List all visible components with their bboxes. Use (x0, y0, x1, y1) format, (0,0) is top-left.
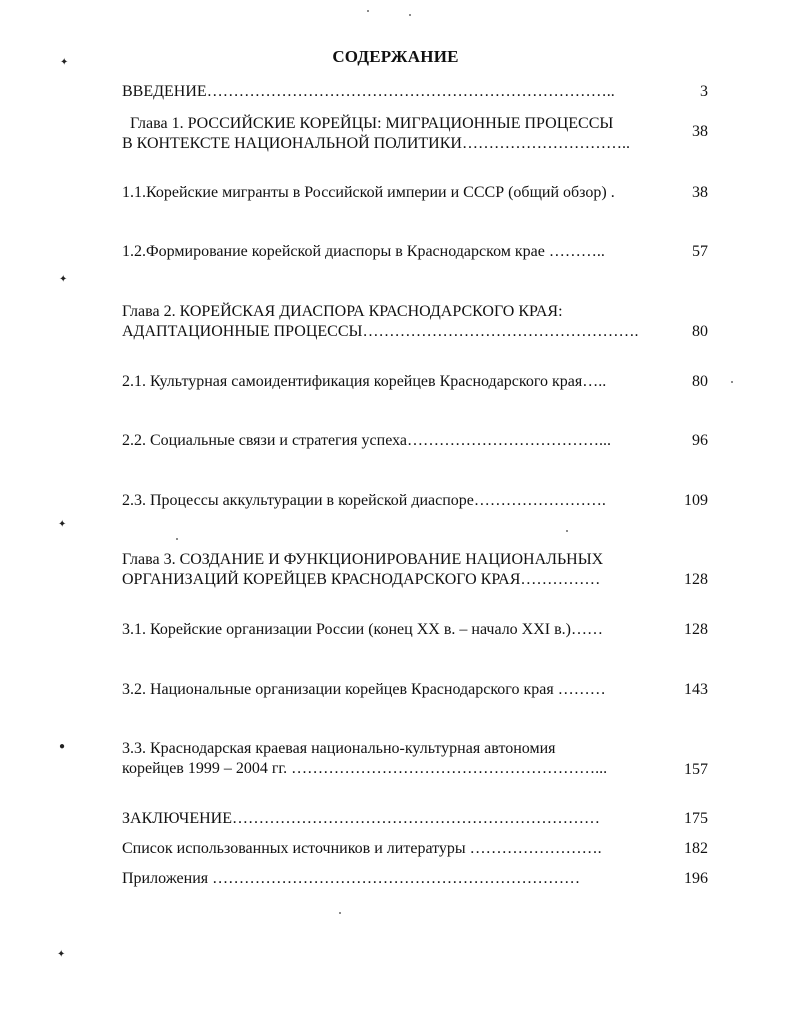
toc-entry-text: 3.2. Национальные организации корейцев Краснодарского края ……… (122, 681, 606, 698)
scan-dot (566, 530, 568, 532)
scan-mark: ✦ (59, 274, 68, 285)
toc-entry-text: ВВЕДЕНИЕ………………………………………………………………….. (122, 83, 615, 100)
scan-dot (409, 14, 411, 16)
toc-entry (122, 491, 606, 511)
page-title: СОДЕРЖАНИЕ (332, 47, 459, 66)
toc-entry (122, 620, 603, 640)
toc-entry (122, 809, 600, 829)
toc-entry (122, 242, 605, 262)
toc-entry-text: АДАПТАЦИОННЫЕ ПРОЦЕССЫ……………………………………………. (122, 323, 639, 340)
toc-entry (122, 550, 603, 590)
toc-entry (122, 183, 615, 203)
toc-page-number: 96 (692, 432, 708, 449)
toc-entry-text: 1.1.Корейские мигранты в Российской империи и СССР (общий обзор) . (122, 184, 615, 201)
toc-entry-text: Глава 1. РОССИЙСКИЕ КОРЕЙЦЫ: МИГРАЦИОННЫЕ ПРОЦЕССЫ (130, 115, 614, 132)
toc-entry (122, 372, 606, 392)
toc-page-number: 196 (684, 870, 708, 887)
toc-entry-text: ОРГАНИЗАЦИЙ КОРЕЙЦЕВ КРАСНОДАРСКОГО КРАЯ…………… (122, 571, 601, 588)
scan-mark: ✦ (57, 949, 66, 960)
toc-entry-text: В КОНТЕКСТЕ НАЦИОНАЛЬНОЙ ПОЛИТИКИ………………………….. (122, 135, 630, 152)
toc-entry-text: корейцев 1999 – 2004 гг. …………………………………………………... (122, 760, 608, 777)
toc-entry (122, 869, 580, 889)
toc-page-number: 80 (692, 373, 708, 390)
toc-entry-text: Глава 2. КОРЕЙСКАЯ ДИАСПОРА КРАСНОДАРСКОГО КРАЯ: (122, 303, 563, 320)
toc-entry (130, 114, 613, 134)
toc-page-number: 128 (684, 621, 708, 638)
scan-dot (367, 10, 369, 12)
toc-entry-text: Приложения …………………………………………………………… (122, 870, 581, 887)
toc-entry-text: 3.1. Корейские организации России (конец XX в. – начало XXI в.)…… (122, 621, 603, 638)
toc-entry (122, 82, 615, 102)
scan-mark: ✦ (58, 519, 67, 530)
toc-page-number: 57 (692, 243, 708, 260)
toc-entry-text: 2.1. Культурная самоидентификация корейцев Краснодарского края….. (122, 373, 607, 390)
scan-dot (731, 381, 733, 383)
toc-page-number: 38 (692, 123, 708, 140)
toc-entry (122, 302, 638, 342)
scan-mark: ✦ (60, 57, 69, 68)
toc-entry-text: 2.2. Социальные связи и стратегия успеха………………………………... (122, 432, 611, 449)
toc-page-number: 109 (684, 492, 708, 509)
scan-mark: ● (59, 741, 66, 752)
toc-page-number: 182 (684, 840, 708, 857)
toc-entry (122, 739, 607, 779)
toc-entry-text: 3.3. Краснодарская краевая национально-культурная автономия (122, 740, 556, 757)
toc-entry-text: Список использованных источников и литературы ……………………. (122, 840, 602, 857)
toc-entry-text: ЗАКЛЮЧЕНИЕ…………………………………………………………… (122, 810, 600, 827)
toc-page-number: 80 (692, 323, 708, 340)
toc-entry-text: Глава 3. СОЗДАНИЕ И ФУНКЦИОНИРОВАНИЕ НАЦИОНАЛЬНЫХ (122, 551, 604, 568)
toc-entry-text: 2.3. Процессы аккультурации в корейской диаспоре……………………. (122, 492, 606, 509)
toc-page-number: 143 (684, 681, 708, 698)
toc-entry-text: 1.2.Формирование корейской диаспоры в Краснодарском крае ……….. (122, 243, 605, 260)
toc-page-number: 157 (684, 761, 708, 778)
scan-dot (339, 912, 341, 914)
toc-entry (122, 134, 630, 154)
toc-page-number: 38 (692, 184, 708, 201)
toc-entry (122, 431, 611, 451)
toc-entry (122, 839, 602, 859)
toc-entry (122, 680, 606, 700)
toc-page-number: 128 (684, 571, 708, 588)
toc-page-number: 3 (700, 83, 708, 100)
scan-dot (176, 538, 178, 540)
toc-page-number: 175 (684, 810, 708, 827)
